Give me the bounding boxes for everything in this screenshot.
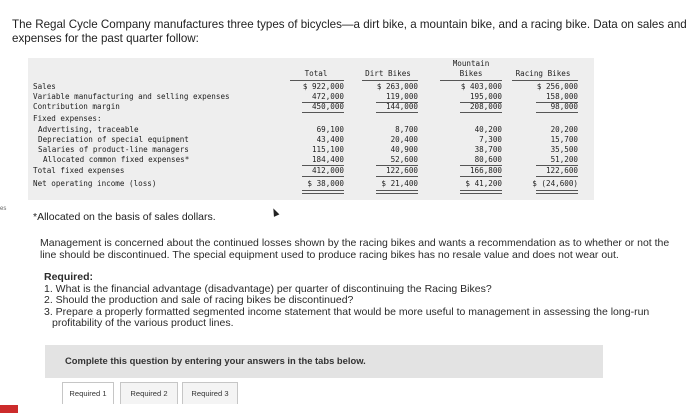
instruction-text: Complete this question by entering your answers in the tabs below.	[65, 355, 366, 366]
cell-racing: 98,000	[550, 102, 578, 111]
cell-total: 472,000	[311, 92, 344, 101]
cell-racing: 20,200	[550, 125, 578, 134]
row-label: Sales	[33, 82, 56, 91]
row-label: Variable manufacturing and selling expenses	[33, 92, 230, 101]
cell-mountain: $ 41,200	[465, 179, 502, 188]
subtotal-rule	[536, 176, 578, 177]
footnote: *Allocated on the basis of sales dollars.	[33, 211, 216, 223]
header-racing-bikes: Racing Bikes	[515, 69, 571, 78]
cell-racing: 15,700	[550, 135, 578, 144]
row-label: Depreciation of special equipment	[38, 135, 189, 144]
management-paragraph: Management is concerned about the continued losses shown by the racing bikes and wants a recommendation as to whether or not the line should be discontinued. The special equipment used to produce racing bikes has no resale value and does not wear out.	[40, 237, 670, 261]
instruction-banner	[45, 345, 603, 378]
total-double-rule	[536, 190, 578, 194]
header-total: Total	[304, 69, 328, 78]
subtotal-rule	[376, 176, 418, 177]
cell-mountain: 38,700	[474, 145, 502, 154]
tab-required-2[interactable]: Required 2	[120, 382, 178, 404]
red-corner-marker	[0, 405, 18, 413]
problem-intro: The Regal Cycle Company manufactures three types of bicycles—a dirt bike, a mountain bike, and a racing bike. Data on sales and expenses for the past quarter follow:	[12, 18, 687, 45]
subtotal-rule	[376, 112, 418, 113]
row-label: Contribution margin	[33, 102, 120, 111]
required-title: Required:	[44, 271, 94, 283]
header-rule	[512, 80, 578, 81]
required-section	[44, 272, 664, 330]
row-label: Total fixed expenses	[33, 166, 125, 175]
total-double-rule	[376, 190, 418, 194]
row-label: Net operating income (loss)	[33, 179, 157, 188]
cell-racing: 158,000	[545, 92, 578, 101]
cell-mountain: $ 403,000	[460, 82, 502, 91]
cell-mountain: 7,300	[479, 135, 502, 144]
cell-dirt: 40,900	[390, 145, 418, 154]
mouse-cursor-icon	[271, 207, 280, 217]
total-double-rule	[302, 190, 344, 194]
cell-total: 69,100	[316, 125, 344, 134]
cell-dirt: 8,700	[395, 125, 418, 134]
cell-dirt: 20,400	[390, 135, 418, 144]
total-double-rule	[460, 190, 502, 194]
required-q2: 2. Should the production and sale of racing bikes be discontinued?	[44, 294, 354, 306]
subtotal-rule	[460, 176, 502, 177]
required-q1: 1. What is the financial advantage (disadvantage) per quarter of discontinuing the Racing Bikes?	[44, 282, 492, 295]
cell-racing: $ 256,000	[536, 82, 578, 91]
cell-dirt: 119,000	[385, 92, 418, 101]
row-label: Fixed expenses:	[33, 114, 102, 123]
cell-dirt: 52,600	[390, 155, 418, 164]
cell-dirt: 144,000	[385, 102, 418, 111]
cell-total: $ 38,000	[307, 179, 344, 188]
cell-dirt: $ 21,400	[381, 179, 418, 188]
cell-racing: 51,200	[550, 155, 578, 164]
subtotal-rule	[536, 112, 578, 113]
row-label: Salaries of product-line managers	[38, 145, 189, 154]
header-mountain-line1: Mountain	[452, 59, 490, 68]
header-rule	[440, 80, 502, 81]
cell-total: $ 922,000	[302, 82, 344, 91]
cell-mountain: 40,200	[474, 125, 502, 134]
cell-total: 115,100	[311, 145, 344, 154]
tab-required-3[interactable]: Required 3	[182, 382, 238, 404]
cell-total: 412,000	[311, 166, 344, 175]
header-dirt-bikes: Dirt Bikes	[365, 69, 411, 78]
cell-mountain: 195,000	[469, 92, 502, 101]
side-mark: es	[0, 206, 7, 212]
cell-mountain: 166,800	[469, 166, 502, 175]
cell-dirt: 122,600	[385, 166, 418, 175]
subtotal-rule	[302, 112, 344, 113]
subtotal-rule	[460, 112, 502, 113]
cell-mountain: 80,600	[474, 155, 502, 164]
cell-total: 43,400	[316, 135, 344, 144]
header-rule	[362, 80, 418, 81]
cell-dirt: $ 263,000	[376, 82, 418, 91]
header-rule	[290, 80, 344, 81]
financial-table	[28, 58, 594, 200]
tab-required-1[interactable]: Required 1	[62, 382, 114, 404]
cell-total: 450,000	[311, 102, 344, 111]
cell-racing: 35,500	[550, 145, 578, 154]
subtotal-rule	[302, 176, 344, 177]
cell-racing: $ (24,600)	[532, 179, 578, 188]
row-label: Allocated common fixed expenses*	[43, 155, 190, 164]
cell-racing: 122,600	[545, 166, 578, 175]
row-label: Advertising, traceable	[38, 125, 139, 134]
header-mountain-line2: Bikes	[459, 69, 483, 78]
cell-total: 184,400	[311, 155, 344, 164]
cell-mountain: 208,000	[469, 102, 502, 111]
required-q3: 3. Prepare a properly formatted segmented income statement that would be more useful to management in assessing the long-run profitability of the various product lines.	[44, 305, 650, 329]
